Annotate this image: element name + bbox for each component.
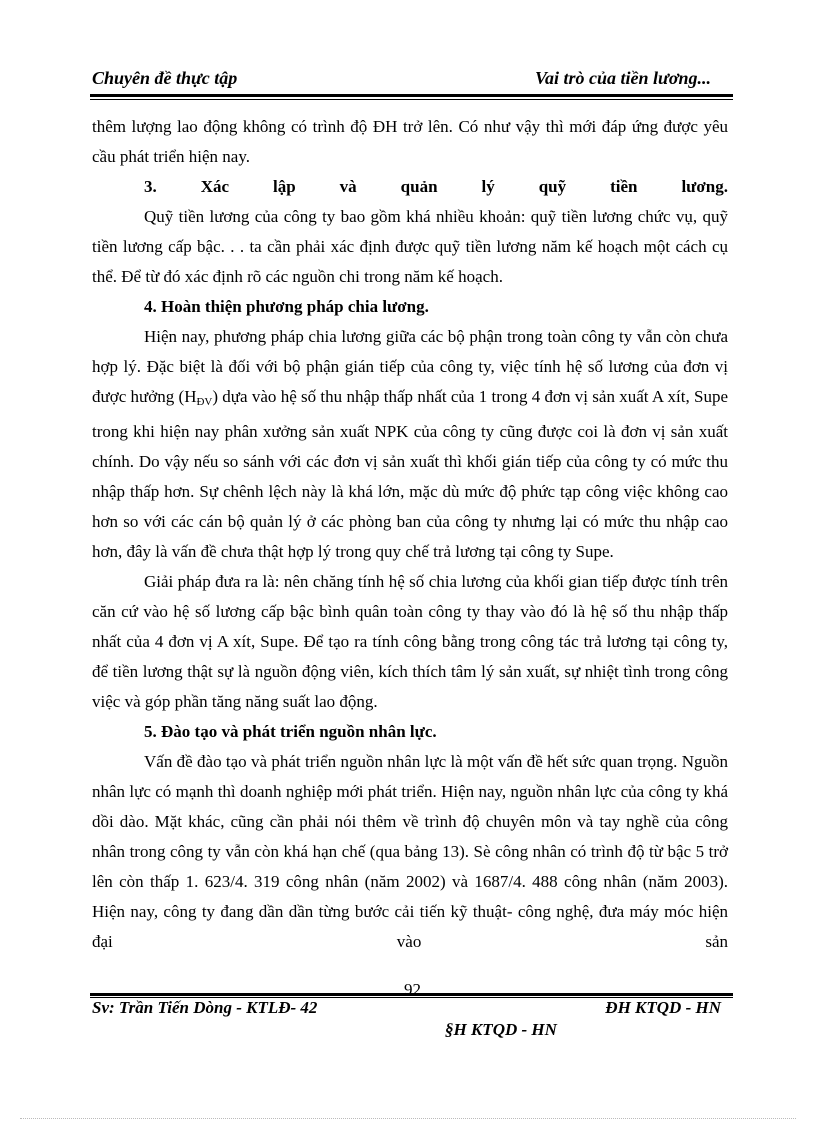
footer-school-center: §H KTQD - HN: [445, 1020, 557, 1039]
header-right-title: Vai trò của tiền lương...: [535, 68, 711, 88]
paragraph-training: Vấn đề đào tạo và phát triển nguồn nhân lực là một vấn đề hết sức quan trọng. Nguồn nhân lực có mạnh thì doanh nghiệp mới phát triển. Hiện nay, nguồn nhân lực của công ty khá dồi dào. Mặt khác, cũng cần phải nói thêm về trình độ chuyên môn và tay nghề của công nhân trong công ty vẫn còn khá hạn chế (qua bảng 13). Sè công nhân có trình độ từ bậc 5 trở lên còn thấp 1. 623/4. 319 công nhân (năm 2002) và 1687/4. 488 công nhân (năm 2003). Hiện nay, công ty đang dần dần từng bước cải tiến kỹ thuật- công nghệ, đưa máy móc hiện đại vào sản: [92, 752, 728, 951]
footer-author: Sv: Trần Tiến Dòng - KTLĐ- 42: [92, 998, 318, 1017]
footer-school: ĐH KTQD - HN: [605, 998, 721, 1017]
header-rule-thin: [90, 99, 733, 100]
paragraph-salary-division-b: ) dựa vào hệ số thu nhập thấp nhất của 1 trong 4 đơn vị sản xuất A xít, Supe trong khi hiện nay phân xưởng sản xuất NPK của công ty cũng được coi là đơn vị sản xuất chính. Do vậy nếu so sánh với các đơn vị sản xuất thì khối gián tiếp của công ty có mức thu nhập thấp hơn. Sự chênh lệch này là khá lớn, mặc dù mức độ phức tạp công việc không cao hơn so với các cán bộ quản lý ở các phòng ban của công ty nhưng lại có mức thu nhập cao hơn, đây là vấn đề chưa thật hợp lý trong quy chế trả lương tại công ty Supe.: [92, 387, 728, 561]
heading-section-3: 3. Xác lập và quản lý quỹ tiền lương.: [144, 177, 728, 196]
document-body: [92, 112, 728, 957]
heading-section-5: 5. Đào tạo và phát triển nguồn nhân lực.: [144, 722, 437, 741]
paragraph-salary-division-a: Hiện nay, phương pháp chia lương giữa các bộ phận trong toàn công ty vẫn còn chưa hợp lý. Đặc biệt là đối với bộ phận gián tiếp của công ty, việc tính hệ số lương của đơn vị được hưởng (H: [92, 327, 728, 406]
subscript-dv: ĐV: [196, 396, 213, 408]
heading-section-4: 4. Hoàn thiện phương pháp chia lương.: [144, 297, 429, 316]
page-bottom-dotted-line: [20, 1118, 796, 1119]
header-rule-thick: [90, 94, 733, 97]
header-left-title: Chuyên đề thực tập: [92, 68, 238, 88]
paragraph-continuation: thêm lượng lao động không có trình độ ĐH trở lên. Có như vậy thì mới đáp ứng được yêu cầu phát triển hiện nay.: [92, 117, 728, 166]
page-header: [92, 68, 733, 94]
paragraph-salary-division: [92, 322, 728, 567]
paragraph-salary-fund: Quỹ tiền lương của công ty bao gồm khá nhiều khoản: quỹ tiền lương chức vụ, quỹ tiền lương cấp bậc. . . ta cần phải xác định được quỹ tiền lương năm kế hoạch một cách cụ thể. Để từ đó xác định rõ các nguồn chi trong năm kế hoạch.: [92, 207, 728, 286]
paragraph-solution: Giải pháp đưa ra là: nên chăng tính hệ số chia lương của khối gian tiếp được tính trên căn cứ vào hệ số lương cấp bậc bình quân toàn công ty thay vào đó là hệ số thu nhập thấp nhất của 4 đơn vị A xít, Supe. Để tạo ra tính công bằng trong công tác trả lương tại công ty, để tiền lương thật sự là nguồn động viên, kích thích tâm lý sản xuất, sự nhiệt tình trong công việc và góp phần tăng năng suất lao động.: [92, 572, 728, 711]
page-number: 92: [404, 980, 421, 999]
